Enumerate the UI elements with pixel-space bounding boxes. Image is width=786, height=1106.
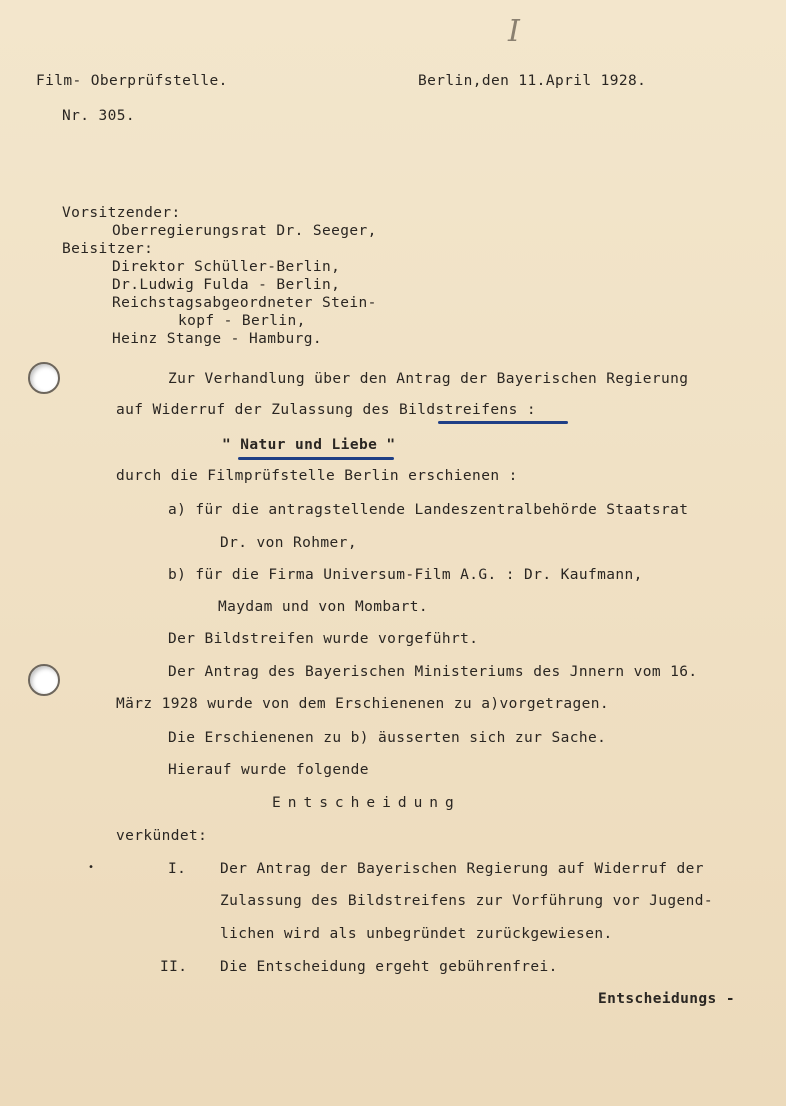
party-a-line-1: a) für die antragstellende Landeszentralbehörde Staatsrat	[168, 502, 689, 518]
office-name: Film- Oberprüfstelle.	[36, 73, 228, 89]
motion-line-1: Der Antrag des Bayerischen Ministeriums des Jnnern vom 16.	[168, 664, 698, 680]
page-mark: I	[508, 14, 520, 49]
intro-line-3: durch die Filmprüfstelle Berlin erschienen :	[116, 468, 518, 484]
assessor-line: Direktor Schüller-Berlin,	[112, 259, 341, 275]
intro-line-2: auf Widerruf der Zulassung des Bildstreifens :	[116, 402, 536, 418]
pencil-underline-film-title	[238, 457, 394, 460]
decision-i-line-3: lichen wird als unbegründet zurückgewiesen.	[220, 926, 613, 942]
continuation-catchword: Entscheidungs -	[598, 991, 735, 1007]
decision-ii-text: Die Entscheidung ergeht gebührenfrei.	[220, 959, 558, 975]
decision-ii-number: II.	[160, 959, 188, 975]
decision-i-line-1: Der Antrag der Bayerischen Regierung auf Widerruf der	[220, 861, 704, 877]
chair-label: Vorsitzender:	[62, 205, 181, 221]
then-line: Hierauf wurde folgende	[168, 762, 369, 778]
decision-heading: Entscheidung	[272, 795, 461, 811]
assessor-line: Reichstagsabgeordneter Stein-	[112, 295, 377, 311]
punch-hole-bottom	[28, 664, 60, 696]
assessor-line: Heinz Stange - Hamburg.	[112, 331, 322, 347]
reply-line: Die Erschienenen zu b) äusserten sich zur Sache.	[168, 730, 607, 746]
margin-dot: •	[88, 862, 95, 873]
decision-i-line-2: Zulassung des Bildstreifens zur Vorführung vor Jugend-	[220, 893, 714, 909]
chair-name: Oberregierungsrat Dr. Seeger,	[112, 223, 377, 239]
assessor-line: kopf - Berlin,	[178, 313, 306, 329]
party-b-line-1: b) für die Firma Universum-Film A.G. : Dr. Kaufmann,	[168, 567, 643, 583]
film-title: " Natur und Liebe "	[222, 437, 396, 453]
pencil-underline-title-word	[438, 421, 568, 424]
date-line: Berlin,den 11.April 1928.	[418, 73, 647, 89]
screening-note: Der Bildstreifen wurde vorgeführt.	[168, 631, 479, 647]
party-b-line-2: Maydam und von Mombart.	[218, 599, 428, 615]
announced-line: verkündet:	[116, 828, 208, 844]
reference-number: Nr. 305.	[62, 108, 136, 124]
decision-i-number: I.	[168, 861, 187, 877]
motion-line-2: März 1928 wurde von dem Erschienenen zu a)vorgetragen.	[116, 696, 610, 712]
party-a-line-2: Dr. von Rohmer,	[220, 535, 357, 551]
assessor-line: Dr.Ludwig Fulda - Berlin,	[112, 277, 341, 293]
assessors-label: Beisitzer:	[62, 241, 154, 257]
punch-hole-top	[28, 362, 60, 394]
intro-line-1: Zur Verhandlung über den Antrag der Bayerischen Regierung	[168, 371, 689, 387]
